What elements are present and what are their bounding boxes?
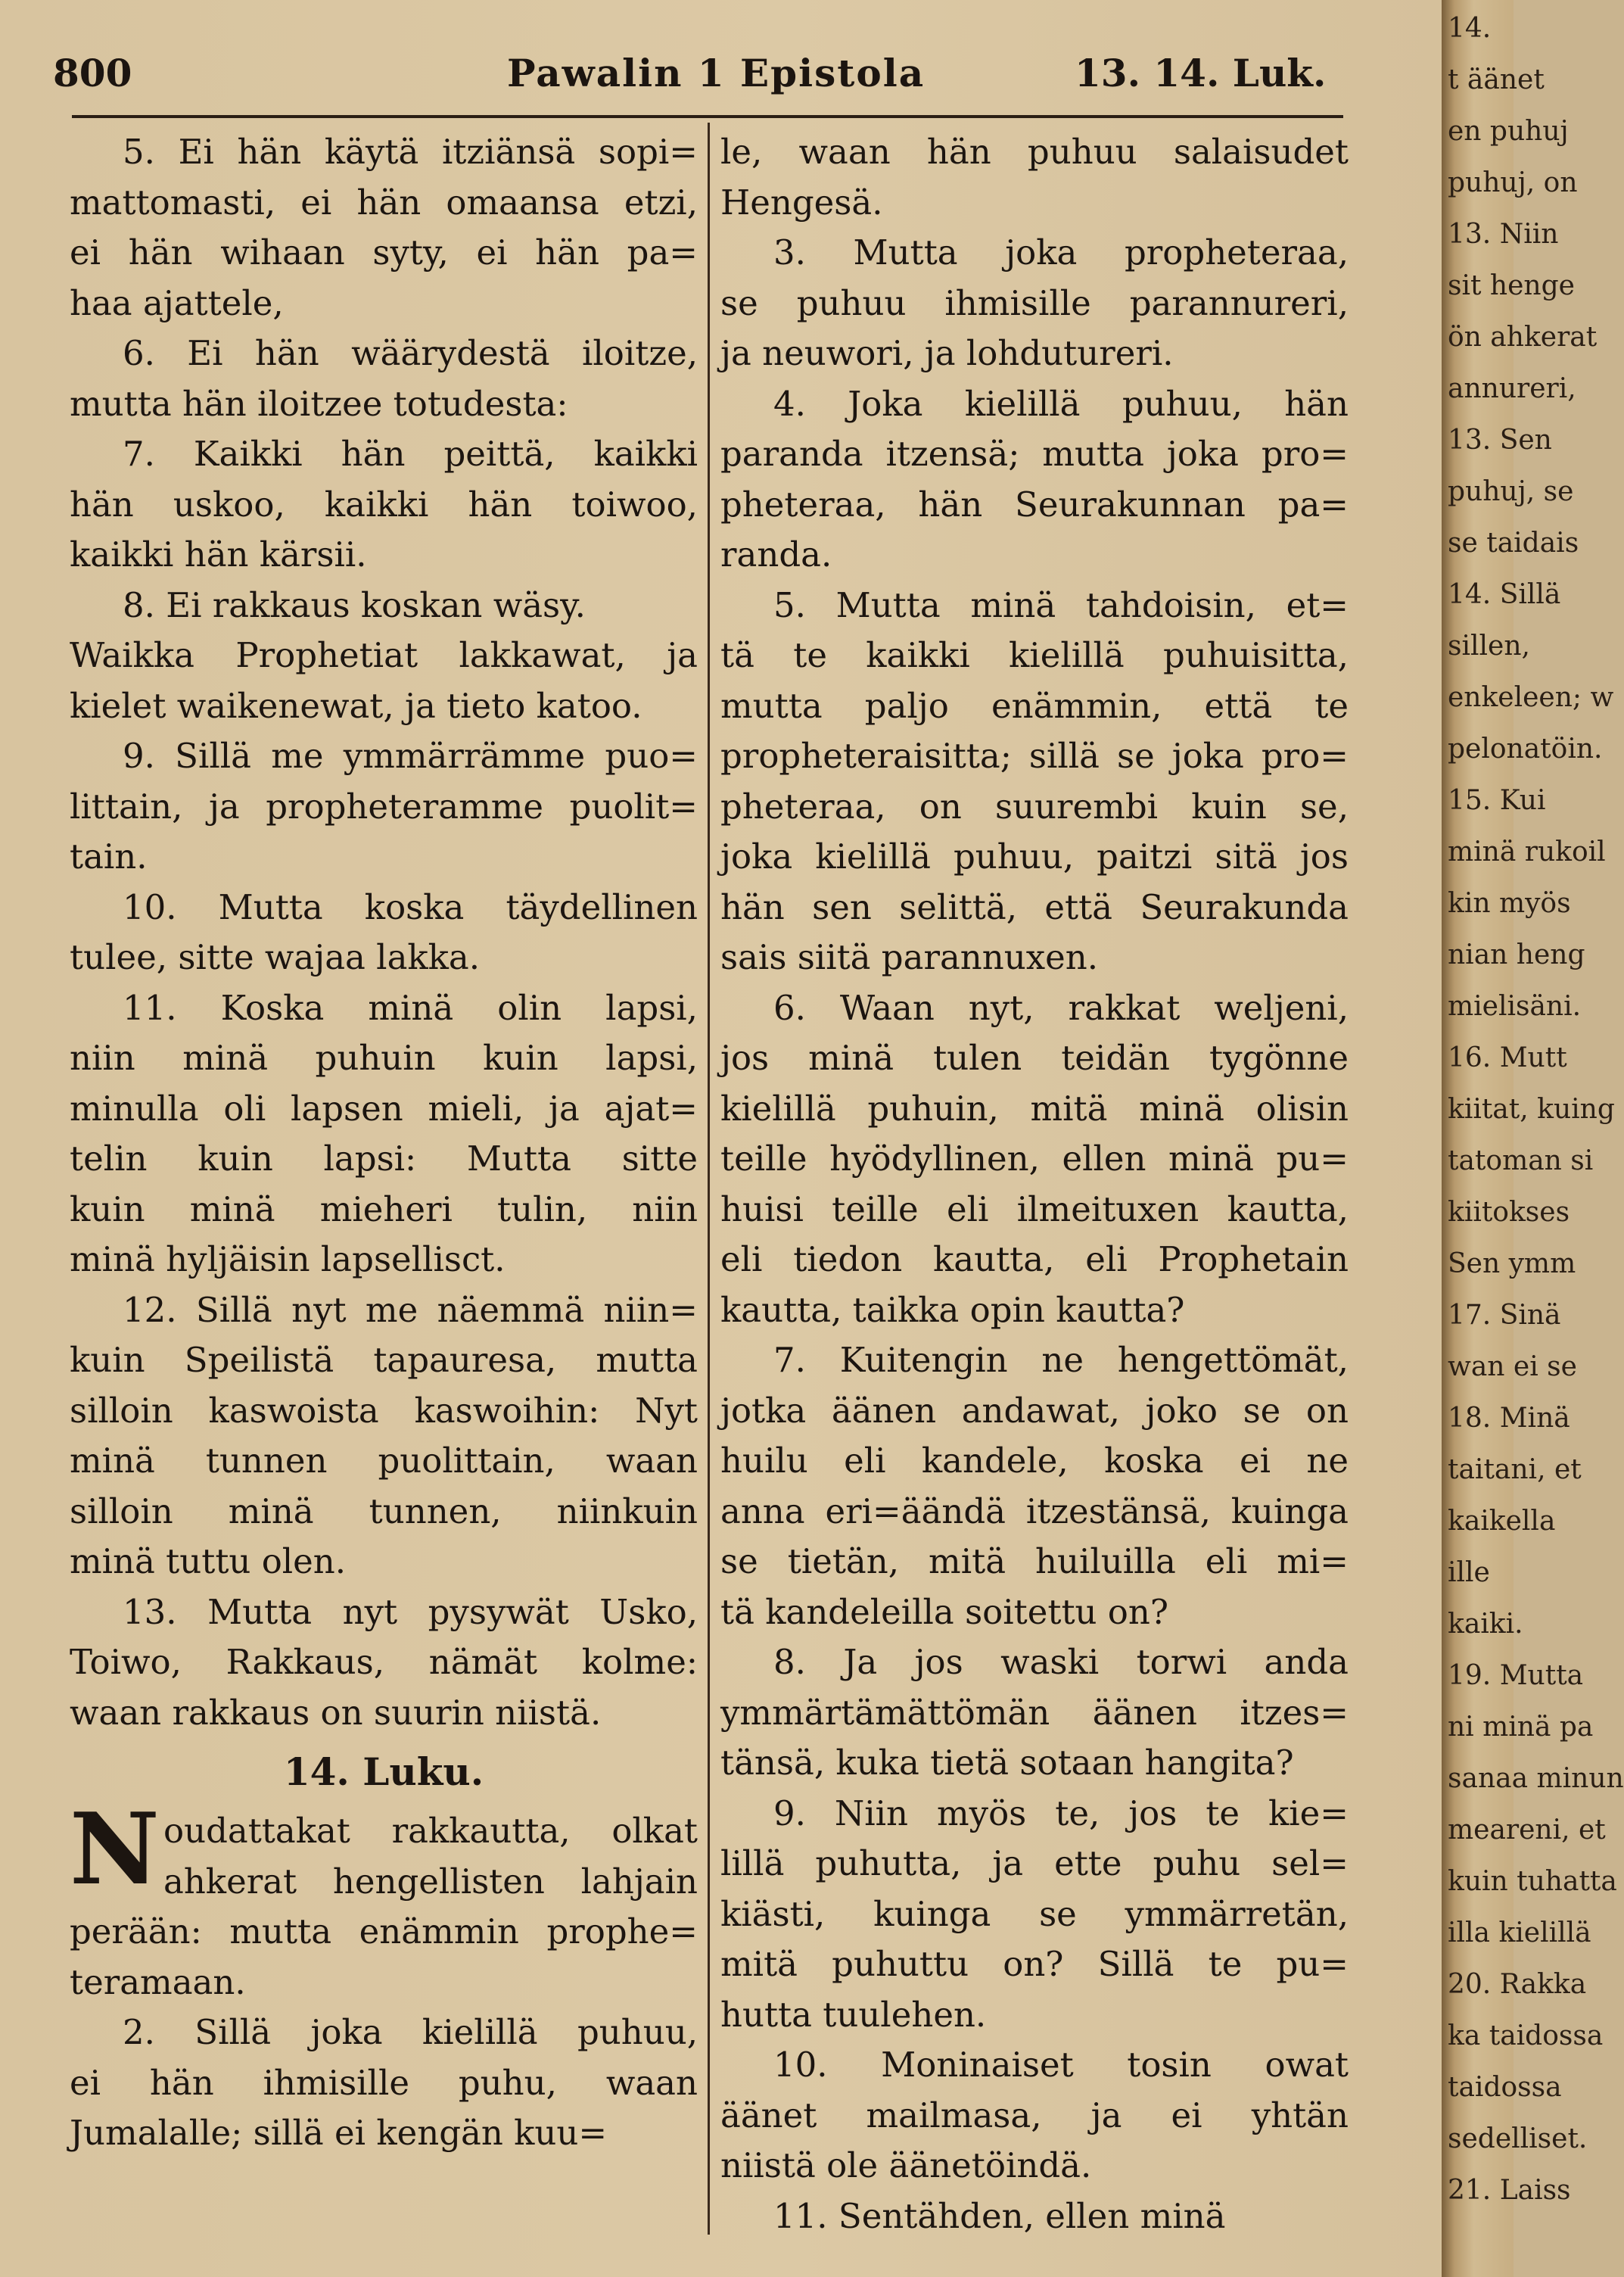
text-line: 10. Moninaiset tosin owat [773, 2045, 1349, 2085]
text-line: 9. Niin myös te, jos te kie= [773, 1793, 1349, 1833]
text-line: telin kuin lapsi: Mutta sitte [70, 1138, 698, 1179]
text-line: 4. Joka kielillä puhuu, hän [773, 383, 1349, 424]
text-line: tä kandeleilla soitettu on? [720, 1591, 1169, 1632]
text-line: kielet waikenewat, ja tieto katoo. [70, 685, 642, 726]
text-line: teille hyödyllinen, ellen minä pu= [720, 1138, 1349, 1179]
next-page-fragment: Sen ymm [1448, 1248, 1576, 1279]
text-line: jos minä tulen teidän tygönne [720, 1038, 1349, 1078]
text-line: minä hyljäisin lapsellisct. [70, 1239, 506, 1279]
text-line: mattomasti, ei hän omaansa etzi, [70, 182, 698, 223]
next-page-fragment: illa kielillä [1448, 1917, 1591, 1948]
next-page-fragment: taitani, et [1448, 1454, 1582, 1485]
right-column [720, 127, 1349, 2241]
text-line: äänet mailmasa, ja ei yhtän [720, 2095, 1349, 2135]
text-line: kuin minä mieheri tulin, niin [70, 1188, 698, 1229]
next-page-fragment: annureri, [1448, 373, 1576, 404]
next-page-fragment: mielisäni. [1448, 991, 1582, 1022]
text-line: kautta, taikka opin kautta? [720, 1289, 1185, 1330]
text-line: silloin kaswoista kaswoihin: Nyt [70, 1390, 698, 1431]
next-page-fragment: puhuj, se [1448, 476, 1574, 507]
text-line: tulee, sitte wajaa lakka. [70, 937, 481, 977]
running-header [53, 47, 1332, 100]
text-line: teramaan. [70, 1961, 246, 2002]
next-page-fragment: sillen, [1448, 631, 1530, 662]
text-line: Jumalalle; sillä ei kengän kuu= [70, 2113, 608, 2153]
text-line: lillä puhutta, ja ette puhu sel= [720, 1843, 1349, 1883]
text-line: minulla oli lapsen mieli, ja ajat= [70, 1088, 698, 1129]
text-line: ja neuwori, ja lohdutureri. [720, 333, 1174, 373]
text-line: mutta paljo enämmin, että te [720, 685, 1349, 726]
text-line: Hengesä. [720, 182, 883, 223]
text-line: hän uskoo, kaikki hän toiwoo, [70, 484, 698, 525]
text-line: huilu eli kandele, koska ei ne [720, 1441, 1349, 1481]
next-page-fragment: ön ahkerat [1448, 322, 1598, 353]
text-line: Waikka Prophetiat lakkawat, ja [70, 635, 698, 675]
text-line: 11. Koska minä olin lapsi, [123, 987, 698, 1028]
text-line: 10. Mutta koska täydellinen [123, 886, 698, 927]
text-line: 9. Sillä me ymmärrämme puo= [123, 736, 698, 776]
next-page-fragment: kin myös [1448, 888, 1571, 919]
next-page-fragment: t äänet [1448, 64, 1545, 95]
next-page-fragment: 19. Mutta [1448, 1660, 1584, 1691]
next-page-fragment: 21. Laiss [1448, 2175, 1571, 2206]
next-page-fragment: wan ei se [1448, 1351, 1577, 1382]
next-page-fragment: ille [1448, 1557, 1490, 1588]
text-line: mitä puhuttu on? Sillä te pu= [720, 1944, 1349, 1984]
next-page-edge [1442, 0, 1624, 2277]
text-line: se puhuu ihmisille parannureri, [720, 282, 1349, 323]
next-page-fragment: 20. Rakka [1448, 1969, 1587, 2000]
text-line: 8. Ei rakkaus koskan wäsy. [123, 584, 586, 625]
text-line: kielillä puhuin, mitä minä olisin [720, 1088, 1349, 1129]
next-page-fragment: 14. Sillä [1448, 579, 1561, 610]
next-page-fragment: en puhuj [1448, 116, 1569, 147]
next-page-fragment: sedelliset. [1448, 2123, 1588, 2154]
next-page-fragment: 18. Minä [1448, 1403, 1570, 1434]
next-page-fragment: 15. Kui [1448, 785, 1546, 816]
text-line: kuin Speilistä tapauresa, mutta [70, 1340, 698, 1380]
text-line: littain, ja propheteramme puolit= [70, 786, 698, 827]
column-divider [708, 123, 710, 2235]
drop-cap: N [70, 1791, 160, 1907]
text-line: Toiwo, Rakkaus, nämät kolme: [70, 1642, 698, 1682]
next-page-fragment: tatoman si [1448, 1145, 1594, 1176]
text-line: haa ajattele, [70, 282, 284, 323]
next-page-fragment: nian heng [1448, 939, 1585, 970]
text-line: 5. Mutta minä tahdoisin, et= [773, 584, 1349, 625]
next-page-fragment: meareni, et [1448, 1814, 1606, 1846]
text-line: le, waan hän puhuu salaisudet [720, 132, 1349, 172]
next-page-fragment: minä rukoil [1448, 836, 1606, 868]
text-line: tä te kaikki kielillä puhuisitta, [720, 635, 1349, 675]
text-line: silloin minä tunnen, niinkuin [70, 1490, 698, 1531]
text-line: 5. Ei hän käytä itziänsä sopi= [123, 132, 698, 172]
next-page-fragment: ni minä pa [1448, 1712, 1594, 1743]
text-line: pheteraa, on suurembi kuin se, [720, 786, 1349, 827]
text-line: niistä ole äänetöindä. [720, 2145, 1092, 2185]
text-line: hän sen selittä, että Seurakunda [720, 886, 1349, 927]
chapter-marker: 13. 14. Luk. [1075, 51, 1327, 95]
next-page-fragment: pelonatöin. [1448, 734, 1603, 765]
next-page-fragment: 16. Mutt [1448, 1042, 1567, 1073]
text-line: ahkerat hengellisten lahjain [163, 1861, 698, 1902]
text-line: minä tunnen puolittain, waan [70, 1441, 698, 1481]
text-line: ei hän ihmisille puhu, waan [70, 2062, 698, 2103]
text-line: paranda itzensä; mutta joka pro= [720, 434, 1349, 474]
next-page-fragment: kiitat, kuing [1448, 1094, 1615, 1125]
text-line: randa. [720, 534, 832, 575]
running-title: Pawalin 1 Epistola [507, 51, 926, 95]
text-line: kiästi, kuinga se ymmärretän, [720, 1893, 1349, 1934]
text-line: sais siitä parannuxen. [720, 937, 1099, 977]
next-page-fragment: se taidais [1448, 528, 1579, 559]
text-line: 7. Kuitengin ne hengettömät, [773, 1340, 1349, 1380]
text-line: mutta hän iloitzee totudesta: [70, 383, 568, 424]
next-page-fragment: 13. Niin [1448, 219, 1559, 250]
text-line: tain. [70, 836, 148, 877]
chapter-heading: 14. Luku. [283, 1749, 484, 1794]
text-line: pheteraa, hän Seurakunnan pa= [720, 484, 1349, 525]
next-page-fragment: kuin tuhatta [1448, 1866, 1617, 1897]
text-line: eli tiedon kautta, eli Prophetain [720, 1239, 1349, 1279]
text-line: perään: mutta enämmin prophe= [70, 1911, 698, 1951]
text-line: waan rakkaus on suurin niistä. [70, 1692, 602, 1733]
text-line: joka kielillä puhuu, paitzi sitä jos [720, 836, 1349, 877]
text-line: huisi teille eli ilmeituxen kautta, [720, 1188, 1349, 1229]
next-page-fragment: 17. Sinä [1448, 1300, 1561, 1331]
text-line: ymmärtämättömän äänen itzes= [720, 1692, 1349, 1733]
text-line: propheteraisitta; sillä se joka pro= [720, 736, 1349, 776]
text-line: 7. Kaikki hän peittä, kaikki [123, 434, 698, 474]
text-line: anna eri=äändä itzestänsä, kuinga [720, 1490, 1349, 1531]
text-line: 11. Sentähden, ellen minä [773, 2195, 1226, 2236]
text-line: 2. Sillä joka kielillä puhuu, [123, 2012, 698, 2052]
text-line: 6. Ei hän wäärydestä iloitze, [123, 333, 698, 373]
text-line: kaikki hän kärsii. [70, 534, 367, 575]
text-line: 13. Mutta nyt pysywät Usko, [123, 1591, 698, 1632]
next-page-fragment: sanaa minun [1448, 1763, 1624, 1794]
left-column [70, 127, 698, 2159]
text-line: 3. Mutta joka propheteraa, [773, 232, 1349, 273]
text-line: 12. Sillä nyt me näemmä niin= [123, 1289, 698, 1330]
text-line: minä tuttu olen. [70, 1541, 347, 1581]
next-page-fragment: sit henge [1448, 270, 1575, 301]
next-page-fragment: puhuj, on [1448, 167, 1578, 198]
next-page-fragment: kaiki. [1448, 1609, 1523, 1640]
text-line: jotka äänen andawat, joko se on [720, 1390, 1349, 1431]
text-line: niin minä puhuin kuin lapsi, [70, 1038, 698, 1078]
next-page-fragment: kiitokses [1448, 1197, 1570, 1228]
next-page-fragment: 14. [1448, 13, 1492, 44]
text-line: 6. Waan nyt, rakkat weljeni, [773, 987, 1349, 1028]
text-line: hutta tuulehen. [720, 1994, 987, 2035]
text-line: tänsä, kuka tietä sotaan hangita? [720, 1743, 1294, 1783]
text-line: oudattakat rakkautta, olkat [163, 1811, 698, 1851]
next-page-fragment: kaikella [1448, 1506, 1556, 1537]
next-page-fragment: enkeleen; w [1448, 682, 1614, 713]
text-line: 8. Ja jos waski torwi anda [773, 1642, 1349, 1682]
next-page-fragment: taidossa [1448, 2072, 1562, 2103]
page-number: 800 [53, 51, 132, 95]
header-rule [72, 115, 1343, 118]
text-line: se tietän, mitä huiluilla eli mi= [720, 1541, 1349, 1581]
text-line: ei hän wihaan syty, ei hän pa= [70, 232, 698, 273]
next-page-fragment: ka taidossa [1448, 2020, 1604, 2051]
next-page-fragment: 13. Sen [1448, 425, 1552, 456]
